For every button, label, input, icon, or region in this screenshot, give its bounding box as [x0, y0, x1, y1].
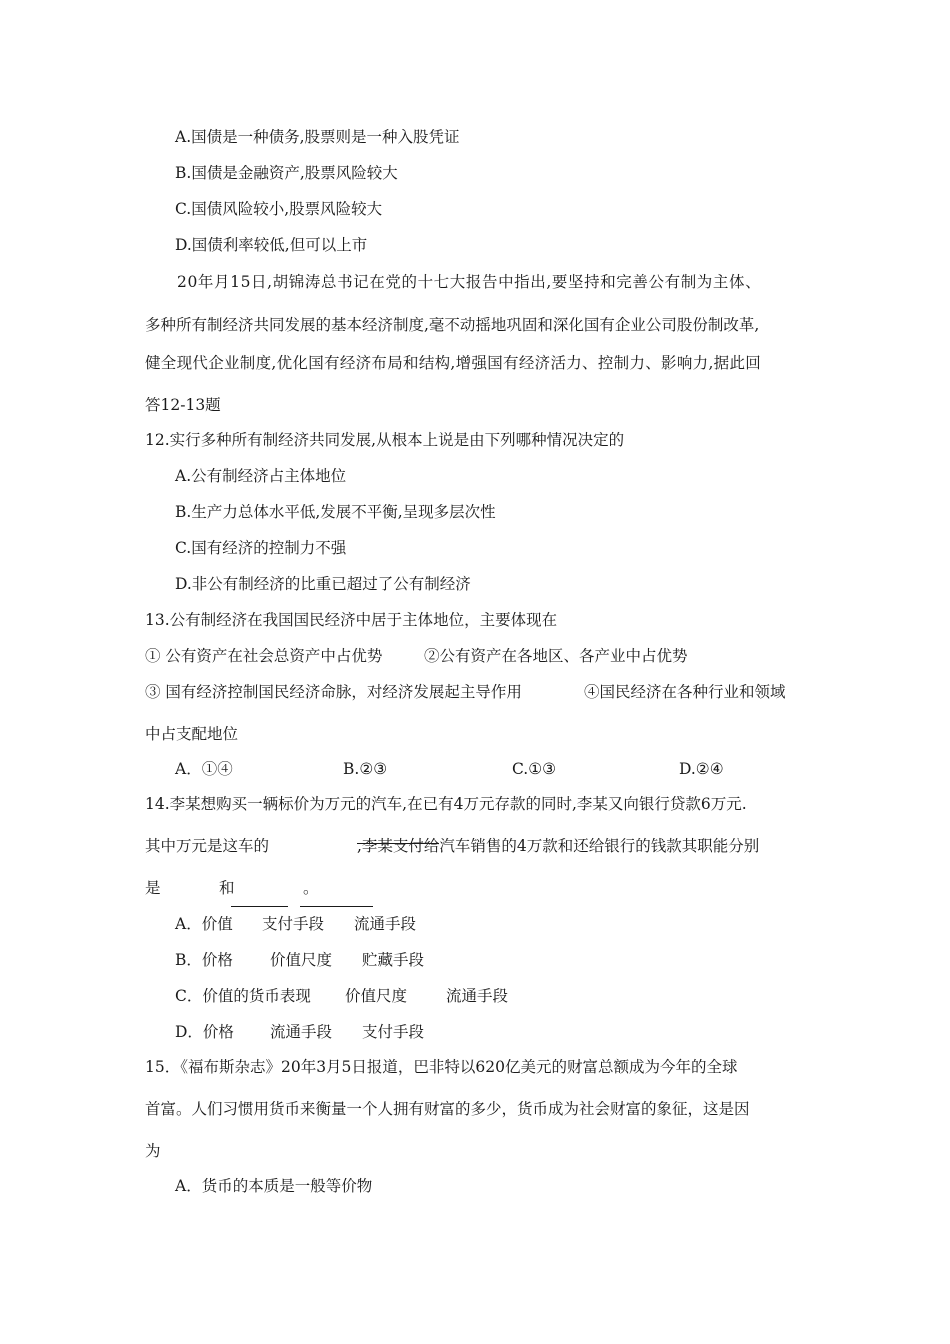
q13-stem: 13.公有制经济在我国国民经济中居于主体地位，主要体现在	[145, 611, 558, 629]
q14-option-d-term-2: 支付手段	[362, 1023, 425, 1041]
q12-stem: 12.实行多种所有制经济共同发展,从根本上说是由下列哪种情况决定的	[145, 431, 625, 449]
q14-stem-line-1: 14.李某想购买一辆标价为万元的汽车,在已有4万元存款的同时,李某又向银行贷款6万元.	[145, 795, 747, 813]
q14-option-a-label: A．价值	[175, 915, 233, 933]
q14-option-d-label: D．价格	[175, 1023, 234, 1041]
q13-option-c: C.①③	[512, 760, 557, 778]
answer-blank-1	[231, 906, 288, 907]
answer-blank-2	[300, 906, 373, 907]
q15-option-a: A．货币的本质是一般等价物	[175, 1177, 373, 1195]
q14-stem-line-3c: 。	[303, 879, 319, 897]
q15-stem-line-1: 15．《福布斯杂志》20年3月5日报道，巴非特以620亿美元的财富总额成为今年的全球	[145, 1058, 738, 1076]
q14-option-b-term-1: 价值尺度	[270, 951, 333, 969]
q11-option-b: B.国债是金融资产,股票风险较大	[175, 164, 398, 182]
q14-option-a-term-2: 流通手段	[354, 915, 417, 933]
passage-line-3: 健全现代企业制度,优化国有经济布局和结构,增强国有经济活力、控制力、影响力,据此回	[145, 354, 762, 372]
q12-option-b: B.生产力总体水平低,发展不平衡,呈现多层次性	[175, 503, 496, 521]
q13-item-2: ②公有资产在各地区、各产业中占优势	[424, 647, 688, 665]
q15-stem-line-2: 首富。人们习惯用货币来衡量一个人拥有财富的多少，货币成为社会财富的象征，这是因	[145, 1100, 750, 1118]
q14-option-c-term-1: 价值尺度	[345, 987, 408, 1005]
q14-option-a-term-1: 支付手段	[262, 915, 325, 933]
q12-option-c: C.国有经济的控制力不强	[175, 539, 347, 557]
q14-stem-line-3b: 和	[219, 879, 235, 897]
q11-option-a: A.国债是一种债务,股票则是一种入股凭证	[175, 128, 460, 146]
q13-item-4: ④国民经济在各种行业和领域	[584, 683, 786, 701]
q14-stem-line-2a: 其中万元是这车的	[145, 837, 270, 855]
q14-option-b-label: B．价格	[175, 951, 233, 969]
passage-line-2: 多种所有制经济共同发展的基本经济制度,毫不动摇地巩固和深化国有企业公司股份制改革,	[145, 316, 760, 334]
q14-option-b-term-2: 贮藏手段	[362, 951, 425, 969]
passage-line-4: 答12-13题	[145, 396, 221, 414]
q13-item-4-continued: 中占支配地位	[145, 725, 239, 743]
q14-option-d-term-1: 流通手段	[270, 1023, 333, 1041]
q14-option-c-label: C．价值的货币表现	[175, 987, 311, 1005]
q13-option-d: D.②④	[679, 760, 724, 778]
q12-option-d: D.非公有制经济的比重已超过了公有制经济	[175, 575, 471, 593]
passage-line-1: 20年月15日,胡锦涛总书记在党的十七大报告中指出,要坚持和完善公有制为主体、	[177, 273, 762, 291]
q13-item-3: ③ 国有经济控制国民经济命脉，对经济发展起主导作用	[145, 683, 522, 701]
q13-option-b: B.②③	[343, 760, 388, 778]
q13-item-1: ① 公有资产在社会总资产中占优势	[145, 647, 383, 665]
q14-option-c-term-2: 流通手段	[446, 987, 509, 1005]
q14-stem-line-3a: 是	[145, 879, 161, 897]
q14-stem-line-2b: ,李某支付给汽车销售的4万款和还给银行的钱款其职能分别	[357, 837, 760, 855]
q11-option-c: C.国债风险较小,股票风险较大	[175, 200, 383, 218]
q15-stem-line-3: 为	[145, 1142, 161, 1160]
q13-option-a: A．①④	[175, 760, 233, 778]
q12-option-a: A.公有制经济占主体地位	[175, 467, 347, 485]
q11-option-d: D.国债利率较低,但可以上市	[175, 236, 368, 254]
strikethrough-mark	[357, 843, 439, 844]
